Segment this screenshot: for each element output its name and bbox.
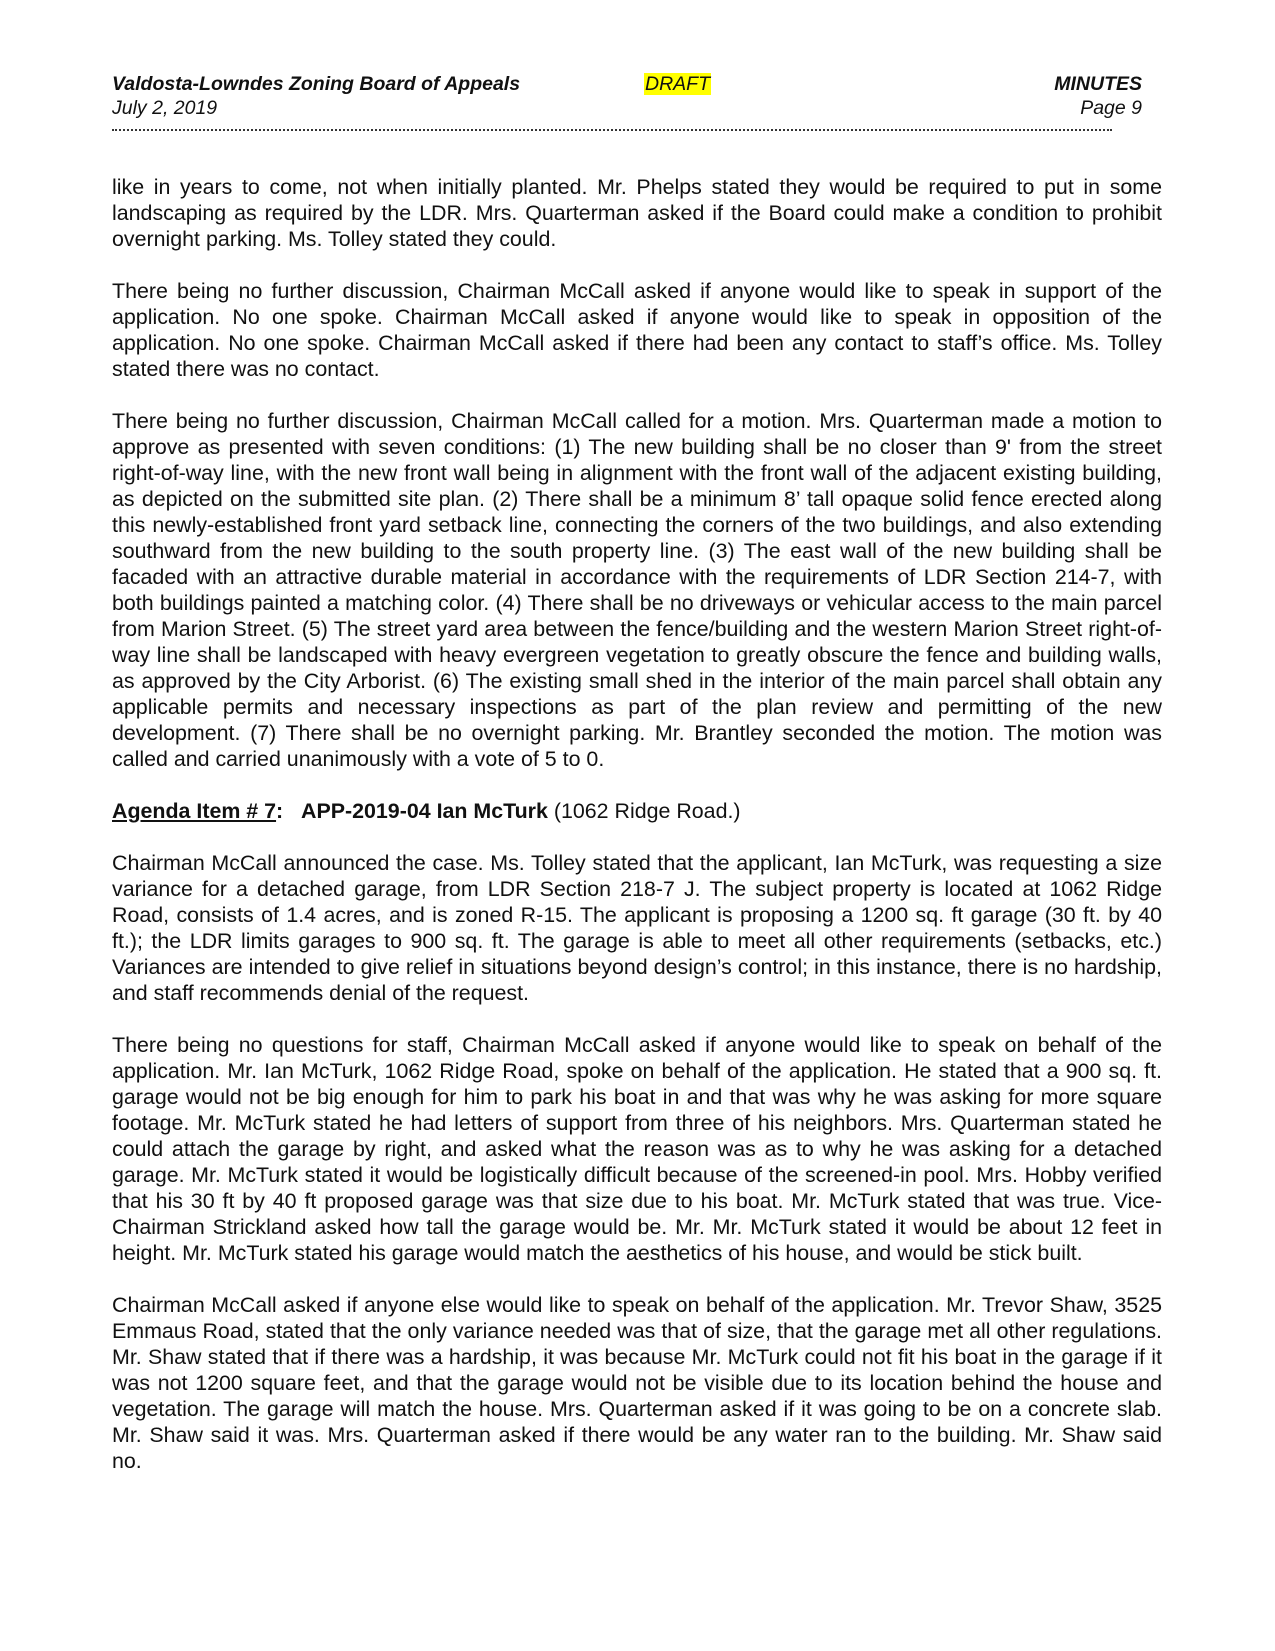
paragraph-supporter-testimony: Chairman McCall asked if anyone else would like to speak on behalf of the application. Mr. Trevor Shaw, 3525 Emmaus Road, stated that the only variance needed was that of size, that the garage met all other regulations. Mr. Shaw stated that if there was a hardship, it was because Mr. McTurk could not fit his boat in the garage if it was not 1200 square feet, and that the garage would not be visible due to its location behind the house and vegetation. The garage will match the house. Mrs. Quarterman asked if it was going to be on a concrete slab. Mr. Shaw said it was. Mrs. Quarterman asked if there would be any water ran to the building. Mr. Shaw said no. [112, 1293, 1162, 1473]
agenda-location: (1062 Ridge Road.) [547, 799, 741, 823]
paragraph-motion: There being no further discussion, Chairman McCall called for a motion. Mrs. Quarterman made a motion to approve as presented with seven conditions: (1) The new building shall be no closer than 9' from the street right-of-way line, with the new front wall being in alignment with the front wall of the adjacent existing building, as depicted on the submitted site plan. (2) There shall be a minimum 8’ tall opaque solid fence erected along this newly-established front yard setback line, connecting the corners of the two buildings, and also extending southward from the new building to the south property line. (3) The east wall of the new building shall be facaded with an attractive durable material in accordance with the requirements of LDR Section 214-7, with both buildings painted a matching color. (4) There shall be no driveways or vehicular access to the main parcel from Marion Street. (5) The street yard area between the fence/building and the western Marion Street right-of-way line shall be landscaped with heavy evergreen vegetation to greatly obscure the fence and building walls, as approved by the City Arborist. (6) The existing small shed in the interior of the main parcel shall obtain any applicable permits and necessary inspections as part of the plan review and permitting of the new development. (7) There shall be no overnight parking. Mr. Brantley seconded the motion. The motion was called and carried unanimously with a vote of 5 to 0. [112, 409, 1162, 771]
paragraph-applicant-testimony: There being no questions for staff, Chairman McCall asked if anyone would like to speak on behalf of the application. Mr. Ian McTurk, 1062 Ridge Road, spoke on behalf of the application. He stated that a 900 sq. ft. garage would not be big enough for him to park his boat in and that was why he was asking for more square footage. Mr. McTurk stated he had letters of support from three of his neighbors. Mrs. Quarterman stated he could attach the garage by right, and asked what the reason was as to why he was asking for a detached garage. Mr. McTurk stated it would be logistically difficult because of the screened-in pool. Mrs. Hobby verified that his 30 ft by 40 ft proposed garage was that size due to his boat. Mr. McTurk stated that was true. Vice-Chairman Strickland asked how tall the garage would be. Mr. Mr. McTurk stated it would be about 12 feet in height. Mr. McTurk stated his garage would match the aesthetics of his house, and would be stick built. [112, 1033, 1162, 1265]
meeting-date: July 2, 2019 [112, 97, 218, 119]
draft-label [644, 72, 711, 96]
header-row-2 [112, 96, 1142, 120]
paragraph-public-comment: There being no further discussion, Chairman McCall asked if anyone would like to speak in support of the application. No one spoke. Chairman McCall asked if anyone would like to speak in opposition of the application. No one spoke. Chairman McCall asked if there had been any contact to staff’s office. Ms. Tolley stated there was no contact. [112, 279, 1162, 381]
page-number: Page 9 [1080, 97, 1142, 119]
page-header [112, 72, 1142, 120]
agenda-item-label: Agenda Item # 7 [112, 799, 277, 823]
header-row-1 [112, 72, 1142, 96]
agenda-item-colon: : [276, 799, 284, 823]
minutes-body [112, 174, 1162, 1500]
organization-name: Valdosta-Lowndes Zoning Board of Appeals [112, 73, 521, 95]
document-type: MINUTES [1054, 73, 1142, 95]
agenda-case-id: APP-2019-04 Ian McTurk [301, 799, 548, 823]
draft-highlight: DRAFT [645, 73, 710, 95]
paragraph-case-announcement: Chairman McCall announced the case. Ms. Tolley stated that the applicant, Ian McTurk, was requesting a size variance for a detached garage, from LDR Section 218-7 J. The subject property is located at 1062 Ridge Road, consists of 1.4 acres, and is zoned R-15. The applicant is proposing a 1200 sq. ft garage (30 ft. by 40 ft.); the LDR limits garages to 900 sq. ft. The garage is able to meet all other requirements (setbacks, etc.) Variances are intended to give relief in situations beyond design’s control; in this instance, there is no hardship, and staff recommends denial of the request. [112, 851, 1162, 1005]
agenda-item-heading [112, 798, 1162, 824]
paragraph-continuation: like in years to come, not when initially planted. Mr. Phelps stated they would be required to put in some landscaping as required by the LDR. Mrs. Quarterman asked if the Board could make a condition to prohibit overnight parking. Ms. Tolley stated they could. [112, 175, 1162, 251]
header-divider [112, 123, 1112, 131]
